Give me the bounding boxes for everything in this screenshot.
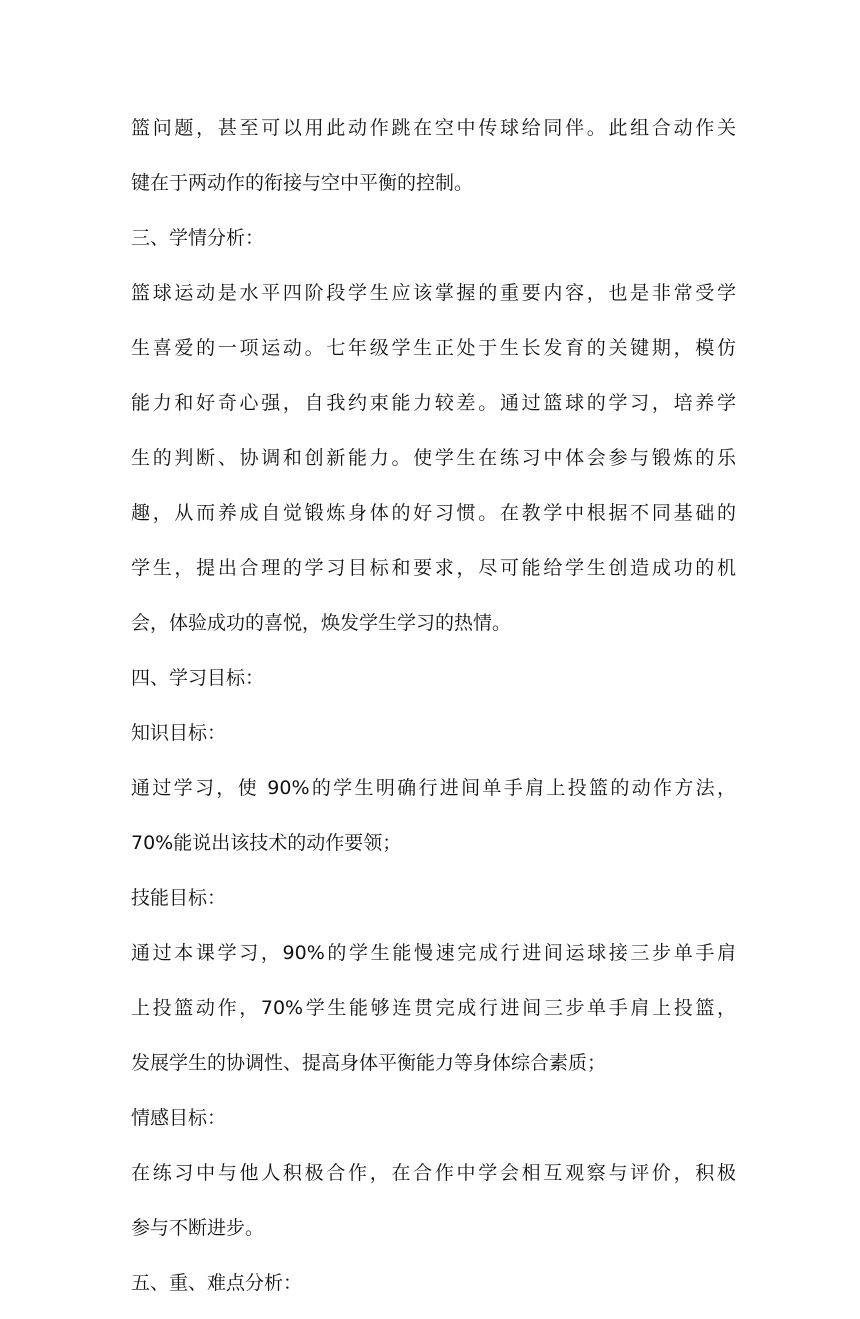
paragraph-line: 能力和好奇心强，自我约束能力较差。通过篮球的学习，培养学 xyxy=(131,392,736,414)
document-body xyxy=(131,109,736,1319)
paragraph-line: 通过本课学习，90%的学生能慢速完成行进间运球接三步单手肩 xyxy=(131,942,736,964)
section-heading: 五、重、难点分析： xyxy=(131,1272,303,1294)
paragraph-line: 篮问题，甚至可以用此动作跳在空中传球给同伴。此组合动作关 xyxy=(131,117,736,139)
paragraph-line: 会，体验成功的喜悦，焕发学生学习的热情。 xyxy=(131,612,512,634)
section-heading: 三、学情分析： xyxy=(131,227,265,249)
paragraph-line: 70%能说出该技术的动作要领； xyxy=(131,832,402,854)
paragraph-line: 键在于两动作的衔接与空中平衡的控制。 xyxy=(131,172,474,194)
paragraph-line: 生的判断、协调和创新能力。使学生在练习中体会参与锻炼的乐 xyxy=(131,447,736,469)
paragraph-line: 参与不断进步。 xyxy=(131,1217,265,1239)
subheading: 情感目标： xyxy=(131,1107,227,1129)
paragraph-line: 在练习中与他人积极合作，在合作中学会相互观察与评价，积极 xyxy=(131,1162,736,1184)
paragraph-line: 上投篮动作，70%学生能够连贯完成行进间三步单手肩上投篮， xyxy=(131,997,736,1019)
paragraph-line: 发展学生的协调性、提高身体平衡能力等身体综合素质； xyxy=(131,1052,607,1074)
section-heading: 四、学习目标： xyxy=(131,667,265,689)
subheading: 技能目标： xyxy=(131,887,227,909)
paragraph-line: 学生，提出合理的学习目标和要求，尽可能给学生创造成功的机 xyxy=(131,557,736,579)
paragraph-line: 趣，从而养成自觉锻炼身体的好习惯。在教学中根据不同基础的 xyxy=(131,502,736,524)
paragraph-line: 生喜爱的一项运动。七年级学生正处于生长发育的关键期，模仿 xyxy=(131,337,736,359)
paragraph-line: 篮球运动是水平四阶段学生应该掌握的重要内容，也是非常受学 xyxy=(131,282,736,304)
paragraph-line: 通过学习，使 90%的学生明确行进间单手肩上投篮的动作方法， xyxy=(131,777,736,799)
subheading: 知识目标： xyxy=(131,722,227,744)
